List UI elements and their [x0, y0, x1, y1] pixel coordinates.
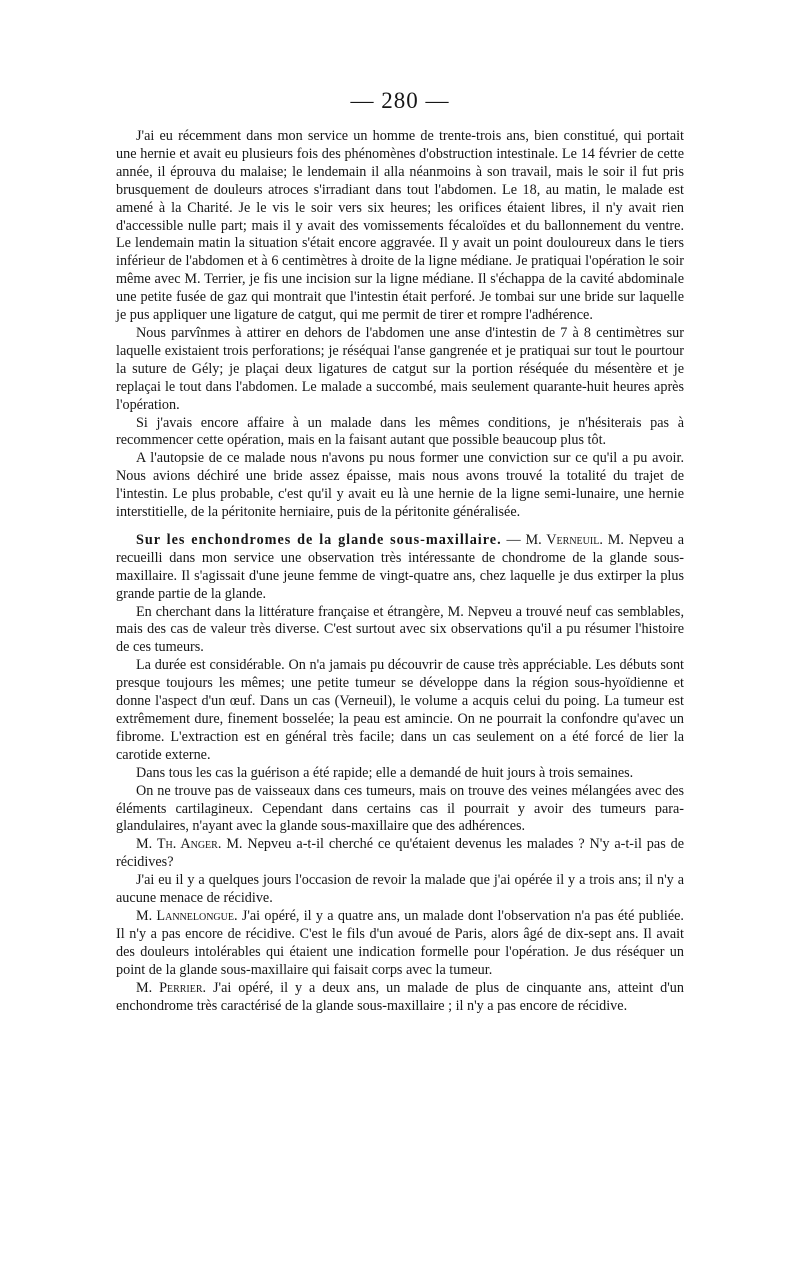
- speaker-perrier: M. Perrier.: [136, 979, 207, 996]
- paragraph-vessels: On ne trouve pas de vaisseaux dans ces tumeurs, mais on trouve des veines mélangées avec des éléments cartilagineux. Cependant dans certains cas il pourrait y avoir des tumeurs para-glandulaires, n'ayant avec la glande sous-maxillaire que des adhérences.: [116, 782, 684, 835]
- section-dash: —: [506, 531, 521, 548]
- paragraph-operation: Nous parvînmes à attirer en dehors de l'abdomen une anse d'intestin de 7 à 8 centimètres sur laquelle existaient trois perforations; je réséquai l'anse gangrenée et je pratiquai sur tout le pourtour la suture de Gély; je plaçai deux ligatures de catgut sur la portion réséquée du mésentère et je replaçai le tout dans l'abdomen. Le malade a succombé, mais seulement quarante-huit heures après l'opération.: [116, 324, 684, 413]
- section-heading-paragraph: [116, 532, 684, 604]
- paragraph-duration: La durée est considérable. On n'a jamais pu découvrir de cause très appréciable. Les débuts sont presque toujours les mêmes; une petite tumeur se développe dans la région sous-hyoïdienne et donne l'aspect d'un œuf. Dans un cas (Verneuil), le volume a acquis celui du poing. La tumeur est extrêmement dure, finement bosselée; la peau est amincie. On ne pourrait la confondre qu'avec un fibrome. L'extraction est en général très facile; dans un cas seulement on a été forcé de lier la carotide externe.: [116, 657, 684, 763]
- section-intro-text: M. Nepveu a recueilli dans mon service une observation très intéressante de chondrome de la glande sous-maxillaire. Il s'agissait d'une jeune femme de vingt-quatre ans, chez laquelle je dus extirper la plus grande partie de la glande.: [116, 531, 685, 602]
- speaker-verneuil: M. Verneuil.: [525, 531, 603, 548]
- section-title: Sur les enchondromes de la glande sous-maxillaire.: [136, 531, 502, 548]
- speaker-anger: M. Th. Anger.: [136, 836, 222, 853]
- paragraph-opinion: Si j'avais encore affaire à un malade dans les mêmes conditions, je n'hésiterais pas à recommencer cette opération, mais en la faisant autant que possible beaucoup plus tôt.: [116, 414, 684, 449]
- page-number: — 280 —: [350, 88, 450, 113]
- paragraph-literature: En cherchant dans la littérature française et étrangère, M. Nepveu a trouvé neuf cas semblables, mais des cas de valeur très diverse. C'est surtout avec six observations qu'il a pu résumer l'histoire de ces tumeurs.: [116, 603, 684, 656]
- paragraph-case-report: J'ai eu récemment dans mon service un homme de trente-trois ans, bien constitué, qui portait une hernie et avait eu plusieurs fois des phénomènes d'obstruction intestinale. Le 14 février de cette année, il éprouva du malaise; le lendemain il alla néanmoins à son travail, mais le soir il fut pris brusquement de douleurs atroces s'irradiant dans tout l'abdomen. Le 18, au matin, le malade est amené à la Charité. Je le vis le soir vers six heures; les orifices étaient libres, il n'y avait rien d'accessible nulle part; mais il y avait des vomissements fécaloïdes et du ballonnement du ventre. Le lendemain matin la situation s'était encore aggravée. Il y avait un point douloureux dans le tiers inférieur de l'abdomen et à 6 centimètres à droite de la ligne médiane. Je pratiquai l'opération le soir même avec M. Terrier, je fis une incision sur la ligne médiane. Il s'échappa de la cavité abdominale une petite fusée de gaz qui montrait que l'intestin était perforé. Je tombai sur une bride sur laquelle je pus appliquer une ligature de catgut, qui me permit de tirer et rompre l'adhérence.: [116, 128, 684, 324]
- paragraph-anger: [116, 836, 684, 872]
- paragraph-perrier: [116, 980, 684, 1016]
- paragraph-healing: Dans tous les cas la guérison a été rapide; elle a demandé de huit jours à trois semaines.: [136, 764, 634, 781]
- speaker-lannelongue: M. Lannelongue.: [136, 907, 238, 924]
- paragraph-autopsy: A l'autopsie de ce malade nous n'avons pu nous former une conviction sur ce qu'il a pu avoir. Nous avions déchiré une bride assez épaisse, mais nous avons trouvé la totalité du trajet de l'intestin. Le plus probable, c'est qu'il y avait eu là une hernie de la ligne semi-lunaire, une hernie interstitielle, de la péritonite herniaire, puis de la péritonite généralisée.: [116, 450, 684, 521]
- perrier-text: J'ai opéré, il y a deux ans, un malade de plus de cinquante ans, atteint d'un enchondrome très caractérisé de la glande sous-maxillaire ; il n'y a pas encore de récidive.: [116, 979, 684, 1014]
- paragraph-lannelongue: [116, 908, 684, 980]
- anger-text: M. Nepveu a-t-il cherché ce qu'étaient devenus les malades ? N'y a-t-il pas de récidives?: [116, 836, 685, 871]
- lannelongue-text: J'ai opéré, il y a quatre ans, un malade dont l'observation n'a pas été publiée. Il n'y a pas encore de récidive. C'est le fils d'un avoué de Paris, alors âgé de dix-sept ans. Il avait des douleurs intolérables qui étaient une indication formelle pour l'opération. Je dus réséquer un point de la glande sous-maxillaire qui faisait corps avec la tumeur.: [116, 907, 684, 978]
- paragraph-reply: J'ai eu il y a quelques jours l'occasion de revoir la malade que j'ai opérée il y a trois ans; il n'y a aucune menace de récidive.: [116, 872, 684, 907]
